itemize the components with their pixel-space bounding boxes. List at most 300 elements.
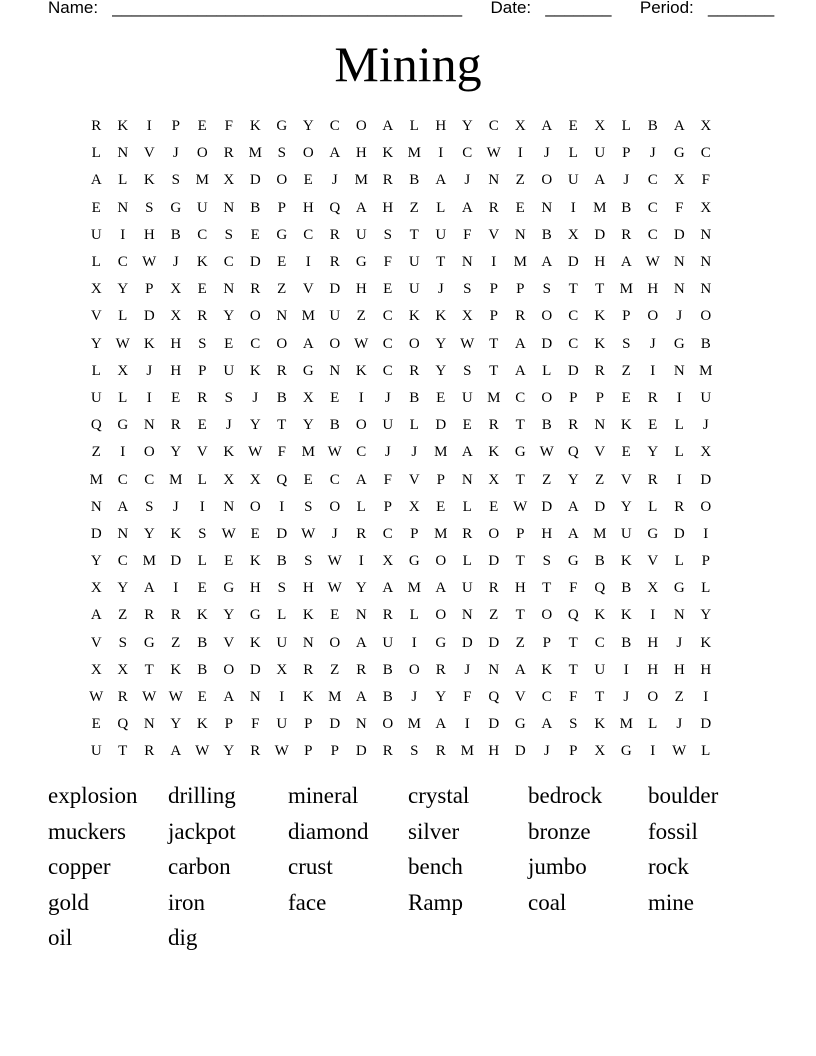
grid-letter[interactable]: D [276, 525, 288, 542]
grid-letter[interactable]: X [223, 471, 235, 488]
grid-letter[interactable]: O [541, 389, 553, 406]
grid-letter[interactable]: D [143, 308, 155, 325]
grid-letter[interactable]: A [355, 199, 367, 216]
grid-letter[interactable]: E [621, 444, 631, 461]
grid-letter[interactable]: J [649, 335, 656, 352]
grid-letter[interactable]: P [489, 281, 498, 298]
grid-letter[interactable]: L [197, 553, 207, 570]
grid-letter[interactable]: K [594, 308, 606, 325]
grid-letter[interactable]: D [249, 661, 261, 678]
grid-letter[interactable]: S [410, 743, 419, 760]
grid-letter[interactable]: A [117, 498, 129, 515]
grid-letter[interactable]: H [514, 580, 526, 597]
grid-letter[interactable]: I [146, 389, 152, 406]
grid-letter[interactable]: L [674, 444, 684, 461]
grid-letter[interactable]: F [463, 689, 472, 706]
grid-letter[interactable]: H [170, 362, 182, 379]
grid-letter[interactable]: J [543, 145, 550, 162]
grid-letter[interactable]: A [620, 254, 632, 271]
grid-letter[interactable]: U [276, 716, 288, 733]
grid-letter[interactable]: N [514, 226, 526, 243]
grid-letter[interactable]: M [513, 254, 527, 271]
grid-letter[interactable]: W [274, 743, 289, 760]
grid-letter[interactable]: C [647, 172, 658, 189]
grid-letter[interactable]: D [355, 743, 367, 760]
grid-letter[interactable]: N [302, 634, 314, 651]
grid-letter[interactable]: X [170, 281, 182, 298]
grid-letter[interactable]: J [384, 389, 391, 406]
grid-letter[interactable]: F [251, 716, 260, 733]
grid-letter[interactable]: O [355, 417, 367, 434]
grid-letter[interactable]: A [541, 254, 553, 271]
grid-letter[interactable]: R [568, 417, 579, 434]
grid-letter[interactable]: E [462, 417, 472, 434]
grid-letter[interactable]: V [223, 634, 235, 651]
grid-letter[interactable]: X [276, 661, 288, 678]
grid-letter[interactable]: R [462, 525, 473, 542]
grid-letter[interactable]: J [411, 689, 418, 706]
grid-letter[interactable]: S [569, 716, 578, 733]
grid-letter[interactable]: A [90, 607, 102, 624]
grid-letter[interactable]: R [250, 281, 261, 298]
grid-letter[interactable]: J [437, 281, 444, 298]
grid-letter[interactable]: P [277, 199, 286, 216]
grid-letter[interactable]: Y [170, 716, 182, 733]
grid-letter[interactable]: R [594, 362, 605, 379]
grid-letter[interactable]: P [569, 389, 578, 406]
grid-letter[interactable]: U [435, 226, 447, 243]
grid-letter[interactable]: M [407, 716, 421, 733]
grid-letter[interactable]: O [329, 498, 341, 515]
grid-letter[interactable]: X [170, 308, 182, 325]
grid-letter[interactable]: S [224, 389, 233, 406]
grid-letter[interactable]: A [170, 743, 182, 760]
grid-letter[interactable]: Y [435, 689, 447, 706]
grid-letter[interactable]: L [118, 308, 128, 325]
grid-letter[interactable]: I [279, 498, 285, 515]
grid-letter[interactable]: J [464, 172, 471, 189]
grid-letter[interactable]: A [594, 172, 606, 189]
grid-letter[interactable]: C [488, 118, 499, 135]
grid-letter[interactable]: A [329, 145, 341, 162]
grid-letter[interactable]: S [145, 199, 154, 216]
grid-letter[interactable]: O [143, 444, 155, 461]
grid-letter[interactable]: V [143, 145, 155, 162]
grid-letter[interactable]: L [91, 254, 101, 271]
grid-letter[interactable]: Y [117, 281, 129, 298]
grid-letter[interactable]: A [382, 580, 394, 597]
grid-letter[interactable]: E [91, 199, 101, 216]
grid-letter[interactable]: D [541, 335, 553, 352]
grid-letter[interactable]: G [117, 417, 129, 434]
grid-letter[interactable]: X [408, 498, 420, 515]
grid-letter[interactable]: Z [595, 471, 605, 488]
grid-letter[interactable]: B [621, 634, 632, 651]
grid-letter[interactable]: D [594, 226, 606, 243]
grid-letter[interactable]: O [541, 308, 553, 325]
grid-letter[interactable]: J [649, 145, 656, 162]
grid-letter[interactable]: F [569, 689, 578, 706]
grid-letter[interactable]: V [196, 444, 208, 461]
grid-letter[interactable]: N [673, 281, 685, 298]
grid-letter[interactable]: Q [594, 580, 606, 597]
grid-letter[interactable]: I [464, 716, 470, 733]
grid-letter[interactable]: C [594, 634, 605, 651]
grid-letter[interactable]: M [89, 471, 103, 488]
grid-letter[interactable]: R [276, 362, 287, 379]
grid-letter[interactable]: C [197, 226, 208, 243]
grid-letter[interactable]: Y [461, 118, 473, 135]
grid-letter[interactable]: P [410, 525, 419, 542]
grid-letter[interactable]: G [647, 525, 659, 542]
grid-letter[interactable]: N [223, 199, 235, 216]
grid-letter[interactable]: N [223, 498, 235, 515]
grid-letter[interactable]: V [647, 553, 659, 570]
grid-letter[interactable]: X [594, 743, 606, 760]
grid-letter[interactable]: Y [355, 580, 367, 597]
grid-letter[interactable]: S [542, 553, 551, 570]
grid-letter[interactable]: X [488, 471, 500, 488]
grid-letter[interactable]: N [461, 254, 473, 271]
grid-letter[interactable]: A [461, 444, 473, 461]
grid-letter[interactable]: X [567, 226, 579, 243]
grid-letter[interactable]: P [622, 308, 631, 325]
grid-letter[interactable]: H [673, 661, 685, 678]
grid-letter[interactable]: K [302, 689, 314, 706]
grid-letter[interactable]: C [647, 226, 658, 243]
grid-letter[interactable]: E [224, 335, 234, 352]
grid-letter[interactable]: N [461, 607, 473, 624]
grid-letter[interactable]: G [673, 145, 685, 162]
grid-letter[interactable]: R [382, 607, 393, 624]
grid-letter[interactable]: Z [409, 199, 419, 216]
grid-letter[interactable]: S [198, 525, 207, 542]
grid-letter[interactable]: I [120, 226, 126, 243]
grid-letter[interactable]: Z [91, 444, 101, 461]
grid-letter[interactable]: O [382, 716, 394, 733]
grid-letter[interactable]: U [408, 254, 420, 271]
grid-letter[interactable]: Y [90, 335, 102, 352]
period-blank[interactable]: _______ [707, 0, 775, 17]
grid-letter[interactable]: A [673, 118, 685, 135]
grid-letter[interactable]: D [700, 716, 712, 733]
grid-letter[interactable]: B [409, 172, 420, 189]
grid-letter[interactable]: B [250, 199, 261, 216]
grid-letter[interactable]: K [435, 308, 447, 325]
grid-letter[interactable]: M [195, 172, 209, 189]
grid-letter[interactable]: M [619, 716, 633, 733]
grid-letter[interactable]: Y [567, 471, 579, 488]
grid-letter[interactable]: S [463, 281, 472, 298]
grid-letter[interactable]: T [489, 335, 499, 352]
grid-letter[interactable]: X [700, 118, 712, 135]
grid-letter[interactable]: K [223, 444, 235, 461]
grid-letter[interactable]: N [594, 417, 606, 434]
grid-letter[interactable]: F [675, 199, 684, 216]
grid-letter[interactable]: Y [90, 553, 102, 570]
grid-letter[interactable]: G [514, 716, 526, 733]
grid-letter[interactable]: Y [647, 444, 659, 461]
grid-letter[interactable]: T [515, 553, 525, 570]
grid-letter[interactable]: X [700, 199, 712, 216]
grid-letter[interactable]: N [355, 607, 367, 624]
grid-letter[interactable]: B [700, 335, 711, 352]
grid-letter[interactable]: D [249, 254, 261, 271]
grid-letter[interactable]: R [488, 417, 499, 434]
grid-letter[interactable]: F [383, 471, 392, 488]
grid-letter[interactable]: A [143, 580, 155, 597]
grid-letter[interactable]: H [647, 634, 659, 651]
grid-letter[interactable]: R [117, 689, 128, 706]
grid-letter[interactable]: C [515, 389, 526, 406]
grid-letter[interactable]: P [701, 553, 710, 570]
grid-letter[interactable]: Z [171, 634, 181, 651]
grid-letter[interactable]: L [462, 498, 472, 515]
grid-letter[interactable]: O [541, 607, 553, 624]
grid-letter[interactable]: E [224, 553, 234, 570]
grid-letter[interactable]: U [329, 308, 341, 325]
grid-letter[interactable]: A [514, 661, 526, 678]
grid-letter[interactable]: W [168, 689, 183, 706]
grid-letter[interactable]: G [408, 553, 420, 570]
grid-letter[interactable]: J [676, 716, 683, 733]
grid-letter[interactable]: B [647, 118, 658, 135]
grid-letter[interactable]: N [117, 199, 129, 216]
grid-letter[interactable]: H [355, 145, 367, 162]
grid-letter[interactable]: Y [223, 607, 235, 624]
grid-letter[interactable]: W [327, 580, 342, 597]
grid-letter[interactable]: L [91, 145, 101, 162]
grid-letter[interactable]: S [542, 281, 551, 298]
grid-letter[interactable]: M [407, 580, 421, 597]
grid-letter[interactable]: Z [277, 281, 287, 298]
grid-letter[interactable]: P [542, 634, 551, 651]
grid-letter[interactable]: C [700, 145, 711, 162]
grid-letter[interactable]: I [703, 525, 709, 542]
grid-letter[interactable]: G [276, 118, 288, 135]
grid-letter[interactable]: D [329, 281, 341, 298]
grid-letter[interactable]: I [411, 634, 417, 651]
grid-letter[interactable]: Q [117, 716, 129, 733]
grid-letter[interactable]: S [304, 498, 313, 515]
grid-letter[interactable]: K [196, 716, 208, 733]
grid-letter[interactable]: K [620, 607, 632, 624]
grid-letter[interactable]: U [382, 634, 394, 651]
grid-letter[interactable]: W [195, 743, 210, 760]
grid-letter[interactable]: W [327, 553, 342, 570]
grid-letter[interactable]: H [249, 580, 261, 597]
grid-letter[interactable]: X [594, 118, 606, 135]
grid-letter[interactable]: T [515, 607, 525, 624]
grid-letter[interactable]: E [648, 417, 658, 434]
grid-letter[interactable]: K [620, 553, 632, 570]
grid-letter[interactable]: D [461, 634, 473, 651]
grid-letter[interactable]: D [488, 716, 500, 733]
grid-letter[interactable]: K [143, 172, 155, 189]
grid-letter[interactable]: N [90, 498, 102, 515]
grid-letter[interactable]: X [647, 580, 659, 597]
grid-letter[interactable]: E [383, 281, 393, 298]
grid-letter[interactable]: K [541, 661, 553, 678]
grid-letter[interactable]: Z [118, 607, 128, 624]
grid-letter[interactable]: T [595, 281, 605, 298]
grid-letter[interactable]: O [700, 308, 712, 325]
grid-letter[interactable]: Y [302, 417, 314, 434]
grid-letter[interactable]: T [515, 417, 525, 434]
grid-letter[interactable]: R [197, 308, 208, 325]
grid-letter[interactable]: L [621, 118, 631, 135]
grid-letter[interactable]: O [408, 335, 420, 352]
grid-letter[interactable]: I [358, 553, 364, 570]
grid-letter[interactable]: H [435, 118, 447, 135]
grid-letter[interactable]: A [461, 199, 473, 216]
grid-letter[interactable]: D [541, 498, 553, 515]
grid-letter[interactable]: I [120, 444, 126, 461]
grid-letter[interactable]: U [90, 743, 102, 760]
grid-letter[interactable]: G [514, 444, 526, 461]
grid-letter[interactable]: I [650, 743, 656, 760]
grid-letter[interactable]: N [117, 145, 129, 162]
grid-letter[interactable]: J [623, 689, 630, 706]
grid-letter[interactable]: C [144, 471, 155, 488]
grid-letter[interactable]: E [277, 254, 287, 271]
grid-letter[interactable]: N [329, 362, 341, 379]
grid-letter[interactable]: L [409, 417, 419, 434]
grid-letter[interactable]: R [515, 308, 526, 325]
grid-letter[interactable]: A [90, 172, 102, 189]
grid-letter[interactable]: F [569, 580, 578, 597]
grid-letter[interactable]: O [355, 118, 367, 135]
grid-letter[interactable]: A [355, 689, 367, 706]
grid-letter[interactable]: J [172, 254, 179, 271]
grid-letter[interactable]: K [196, 607, 208, 624]
grid-letter[interactable]: X [90, 580, 102, 597]
grid-letter[interactable]: R [409, 362, 420, 379]
grid-letter[interactable]: M [328, 689, 342, 706]
grid-letter[interactable]: W [460, 335, 475, 352]
grid-letter[interactable]: P [171, 118, 180, 135]
grid-letter[interactable]: I [173, 580, 179, 597]
grid-letter[interactable]: X [382, 553, 394, 570]
grid-letter[interactable]: W [354, 335, 369, 352]
grid-letter[interactable]: B [382, 689, 393, 706]
grid-letter[interactable]: X [223, 172, 235, 189]
grid-letter[interactable]: L [436, 199, 446, 216]
grid-letter[interactable]: P [198, 362, 207, 379]
grid-letter[interactable]: B [197, 634, 208, 651]
date-blank[interactable]: _______ [545, 0, 612, 17]
grid-letter[interactable]: U [276, 634, 288, 651]
grid-letter[interactable]: J [702, 417, 709, 434]
grid-letter[interactable]: E [197, 281, 207, 298]
grid-letter[interactable]: P [516, 281, 525, 298]
grid-letter[interactable]: O [541, 172, 553, 189]
grid-letter[interactable]: M [699, 362, 713, 379]
grid-letter[interactable]: X [249, 471, 261, 488]
grid-letter[interactable]: R [144, 607, 155, 624]
grid-letter[interactable]: I [358, 389, 364, 406]
grid-letter[interactable]: C [382, 362, 393, 379]
grid-letter[interactable]: M [619, 281, 633, 298]
grid-letter[interactable]: E [91, 716, 101, 733]
grid-letter[interactable]: K [249, 634, 261, 651]
grid-letter[interactable]: A [541, 118, 553, 135]
grid-letter[interactable]: T [542, 580, 552, 597]
grid-letter[interactable]: I [676, 389, 682, 406]
grid-letter[interactable]: H [302, 580, 314, 597]
grid-letter[interactable]: O [647, 689, 659, 706]
grid-letter[interactable]: M [593, 525, 607, 542]
grid-letter[interactable]: E [303, 471, 313, 488]
grid-letter[interactable]: I [650, 362, 656, 379]
grid-letter[interactable]: N [461, 471, 473, 488]
grid-letter[interactable]: L [462, 553, 472, 570]
grid-letter[interactable]: V [302, 281, 314, 298]
grid-letter[interactable]: R [170, 417, 181, 434]
grid-letter[interactable]: U [567, 172, 579, 189]
grid-letter[interactable]: M [142, 553, 156, 570]
grid-letter[interactable]: E [171, 389, 181, 406]
grid-letter[interactable]: L [197, 471, 207, 488]
grid-letter[interactable]: H [647, 661, 659, 678]
grid-letter[interactable]: R [435, 743, 446, 760]
grid-letter[interactable]: J [676, 634, 683, 651]
grid-letter[interactable]: C [382, 525, 393, 542]
grid-letter[interactable]: E [303, 172, 313, 189]
grid-letter[interactable]: K [249, 553, 261, 570]
grid-letter[interactable]: W [248, 444, 263, 461]
grid-letter[interactable]: Y [223, 743, 235, 760]
grid-letter[interactable]: K [249, 118, 261, 135]
grid-letter[interactable]: P [516, 525, 525, 542]
grid-letter[interactable]: O [408, 661, 420, 678]
grid-letter[interactable]: K [382, 145, 394, 162]
grid-letter[interactable]: S [383, 226, 392, 243]
grid-letter[interactable]: A [435, 716, 447, 733]
grid-letter[interactable]: T [568, 634, 578, 651]
grid-letter[interactable]: W [539, 444, 554, 461]
grid-letter[interactable]: N [143, 417, 155, 434]
grid-letter[interactable]: O [249, 498, 261, 515]
grid-letter[interactable]: Q [488, 689, 500, 706]
grid-letter[interactable]: W [142, 254, 157, 271]
grid-letter[interactable]: D [329, 716, 341, 733]
grid-letter[interactable]: G [302, 362, 314, 379]
grid-letter[interactable]: B [170, 226, 181, 243]
grid-letter[interactable]: C [117, 471, 128, 488]
grid-letter[interactable]: Z [515, 634, 525, 651]
grid-letter[interactable]: U [408, 281, 420, 298]
grid-letter[interactable]: C [541, 689, 552, 706]
grid-letter[interactable]: K [594, 335, 606, 352]
grid-letter[interactable]: Z [674, 689, 684, 706]
grid-letter[interactable]: A [302, 335, 314, 352]
grid-letter[interactable]: P [489, 308, 498, 325]
grid-letter[interactable]: J [225, 417, 232, 434]
grid-letter[interactable]: G [143, 634, 155, 651]
grid-letter[interactable]: W [513, 498, 528, 515]
grid-letter[interactable]: G [435, 634, 447, 651]
grid-letter[interactable]: W [672, 743, 687, 760]
grid-letter[interactable]: H [700, 661, 712, 678]
grid-letter[interactable]: C [329, 118, 340, 135]
grid-letter[interactable]: C [329, 471, 340, 488]
grid-letter[interactable]: X [117, 661, 129, 678]
grid-letter[interactable]: E [197, 118, 207, 135]
grid-letter[interactable]: E [330, 389, 340, 406]
grid-letter[interactable]: J [623, 172, 630, 189]
grid-letter[interactable]: C [568, 335, 579, 352]
